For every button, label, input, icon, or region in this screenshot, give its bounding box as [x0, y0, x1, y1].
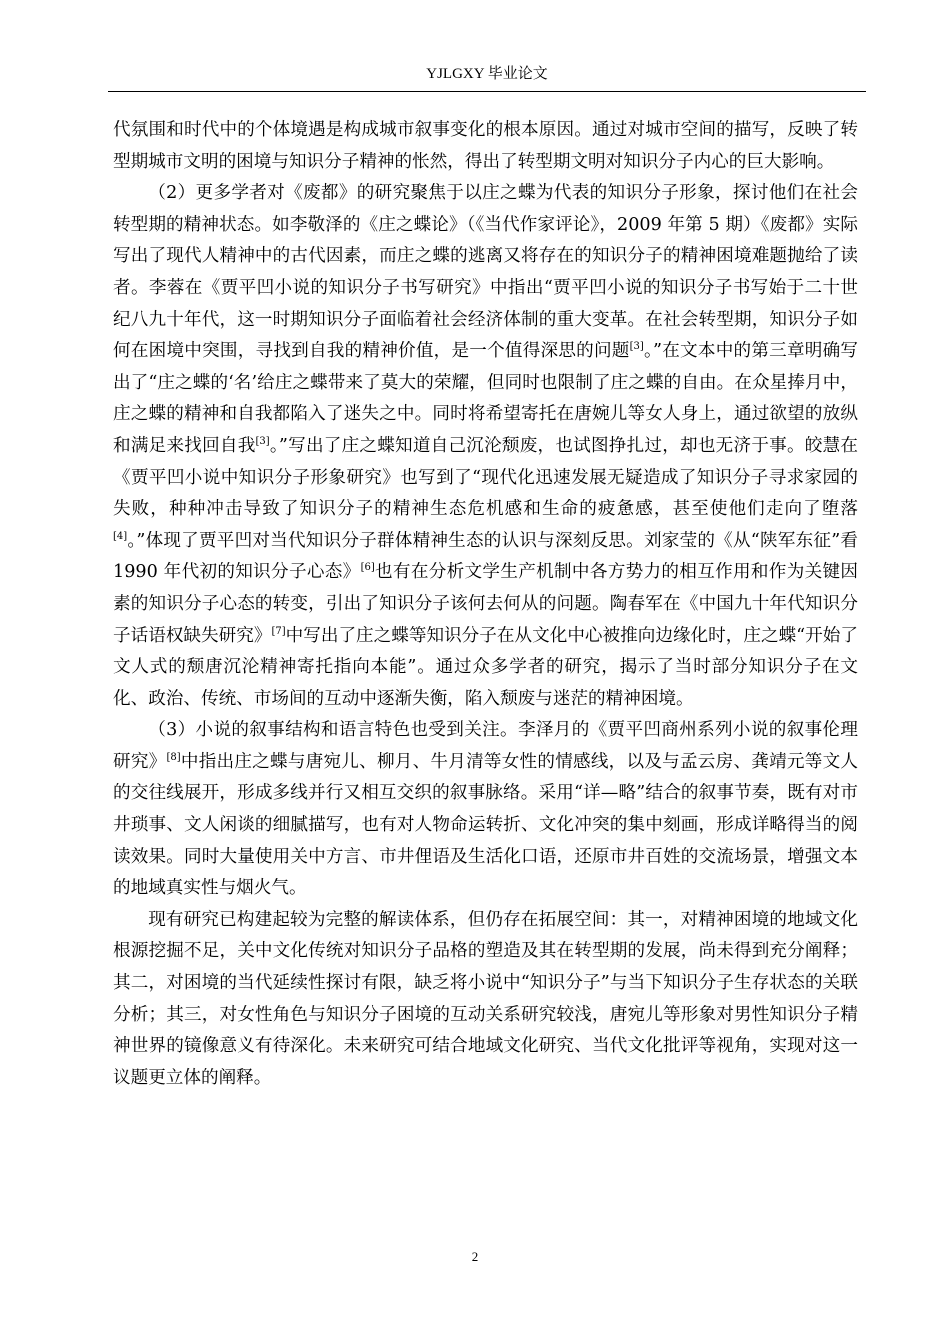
text-run: 。”写出了庄之蝶知道自己沉沦颓废，也试图挣扎过，却也无济于事。皎慧在《贾平凹小说中知识分子形象研究》也写到了“现代化迅速发展无疑造成了知识分子寻求家园的失败，种种冲击导致了知识分子的精神生态危机感和生命的疲惫感，甚至使他们走向了堕落 — [113, 435, 858, 520]
page-header: YJLGXY 毕业论文 — [426, 66, 548, 82]
text-run: 。”在文本中的第三章明确写出了“庄之蝶的‘名’给庄之蝶带来了莫大的荣耀，但同时也限制了庄之蝶的自由。在众星捧月中，庄之蝶的精神和自我都陷入了迷失之中。同时将希望寄托在唐婉儿等女人身上，通过欲望的放纵和满足来找回自我 — [113, 341, 858, 456]
paragraph — [113, 115, 858, 178]
text-run: 现有研究已构建起较为完整的解读体系，但仍存在拓展空间：其一，对精神困境的地域文化根源挖掘不足，关中文化传统对知识分子品格的塑造及其在转型期的发展，尚未得到充分阐释；其二，对困境的当代延续性探讨有限，缺乏将小说中“知识分子”与当下知识分子生存状态的关联分析；其三，对女性角色与知识分子困境的互动关系研究较浅，唐宛儿等形象对男性知识分子精神世界的镜像意义有待深化。未来研究可结合地域文化研究、当代文化批评等视角，实现对这一议题更立体的阐释。 — [113, 909, 858, 1088]
citation-marker: [7] — [271, 625, 286, 637]
text-run: （3）小说的叙事结构和语言特色也受到关注。李泽月的《贾平凹商州系列小说的叙事伦理研究》 — [113, 720, 858, 772]
citation-marker: [3] — [629, 341, 644, 353]
text-run: 中指出庄之蝶与唐宛儿、柳月、牛月清等女性的情感线，以及与孟云房、龚靖元等文人的交往线展开，形成多线并行又相互交织的叙事脉络。采用“详—略”结合的叙事节奏，既有对市井琐事、文人闲谈的细腻描写，也有对人物命运转折、文化冲突的集中刻画，形成详略得当的阅读效果。同时大量使用关中方言、市井俚语及生活化口语，还原市井百姓的交流场景，增强文本的地域真实性与烟火气。 — [113, 751, 858, 899]
text-run: （2）更多学者对《废都》的研究聚焦于以庄之蝶为代表的知识分子形象，探讨他们在社会转型期的精神状态。如李敬泽的《庄之蝶论》（《当代作家评论》，2009 年第 5 期）《废都》实际写出了现代人精神中的古代因素，而庄之蝶的逃离又将存在的知识分子的精神困境难题抛给了读者。李蓉在《贾平凹小说的知识分子书写研究》中指出“贾平凹小说的知识分子书写始于二十世纪八九十年代，这一时期知识分子面临着社会经济体制的重大变革。在社会转型期，知识分子如何在困境中突围，寻找到自我的精神价值，是一个值得深思的问题 — [113, 183, 858, 362]
text-run: 。”体现了贾平凹对当代知识分子群体精神生态的认识与深刻反思。刘家莹的《从“陕军东征”看 1990 年代初的知识分子心态》 — [113, 530, 858, 583]
header-rule — [108, 91, 866, 92]
citation-marker: [4] — [113, 530, 128, 542]
citation-marker: [6] — [360, 562, 375, 574]
text-run: 也有在分析文学生产机制中各方势力的相互作用和作为关键因素的知识分子心态的转变，引出了知识分子该何去何从的问题。陶春军在《中国九十年代知识分子话语权缺失研究》 — [113, 562, 858, 646]
text-run: 中写出了庄之蝶等知识分子在从文化中心被推向边缘化时，庄之蝶“开始了文人式的颓唐沉沦精神寄托指向本能”。通过众多学者的研究，揭示了当时部分知识分子在文化、政治、传统、市场间的互动中逐渐失衡，陷入颓废与迷茫的精神困境。 — [113, 625, 858, 709]
citation-marker: [3] — [255, 435, 270, 447]
citation-marker: [8] — [166, 751, 181, 763]
paragraph — [113, 715, 858, 905]
body-text — [113, 115, 858, 1094]
paragraph — [113, 905, 858, 1095]
paragraph — [113, 178, 858, 715]
page-number: 2 — [471, 1249, 479, 1264]
text-run: 代氛围和时代中的个体境遇是构成城市叙事变化的根本原因。通过对城市空间的描写，反映了转型期城市文明的困境与知识分子精神的怅然，得出了转型期文明对知识分子内心的巨大影响。 — [113, 120, 858, 172]
